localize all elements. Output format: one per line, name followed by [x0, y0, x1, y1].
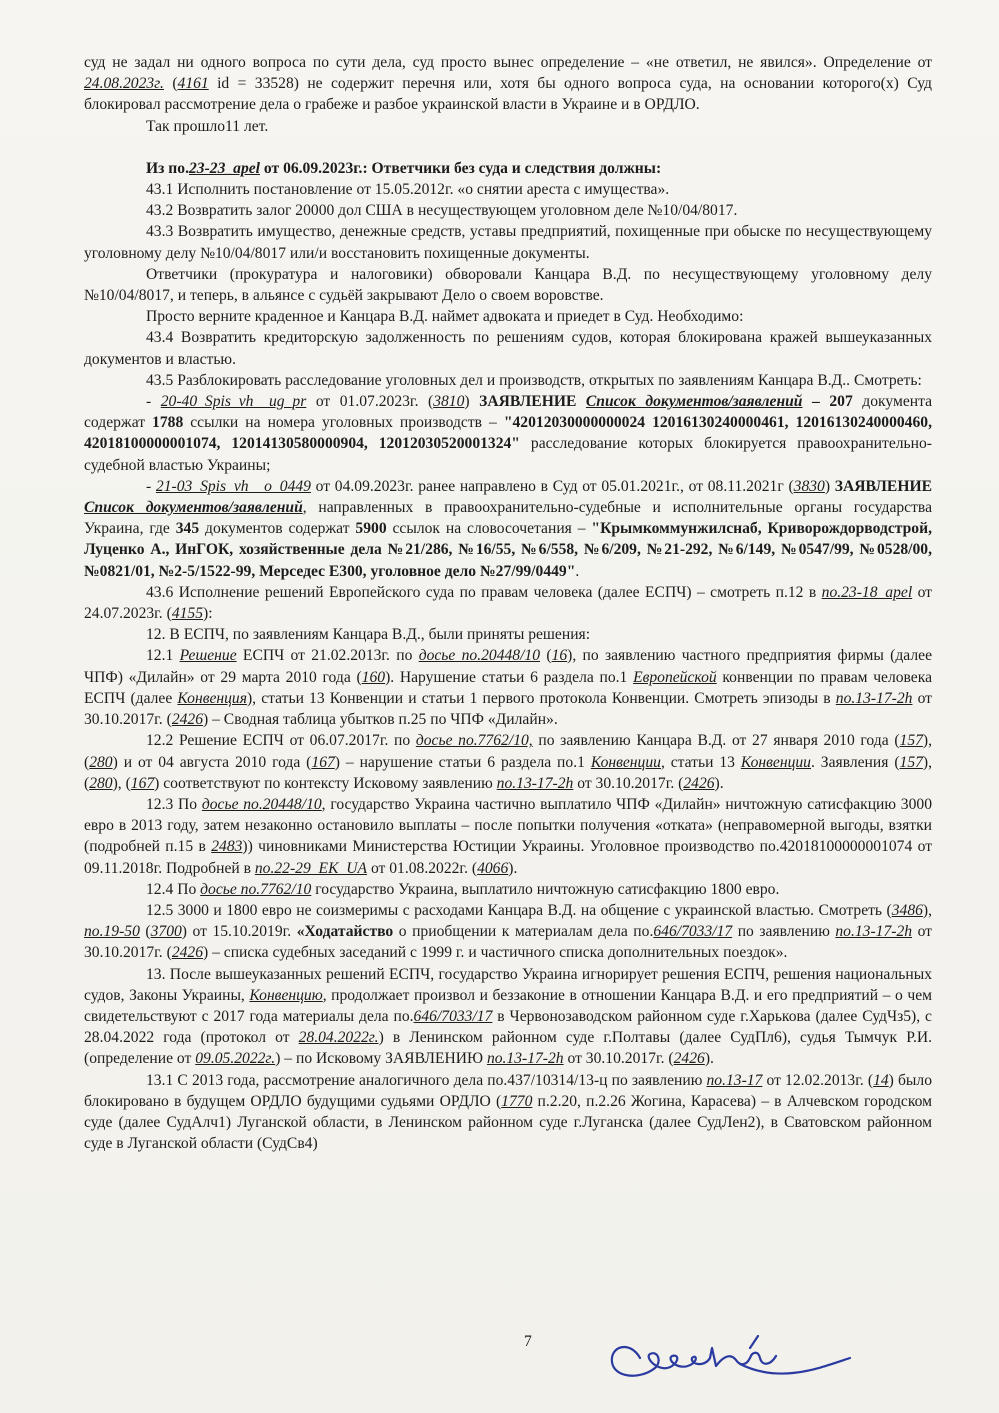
- ref-link[interactable]: досье по.20448/10: [201, 795, 322, 813]
- ref-link[interactable]: досье по.7762/10: [200, 880, 312, 898]
- ref-link[interactable]: 3486: [891, 901, 923, 919]
- ref-link[interactable]: 646/7033/17: [653, 923, 733, 941]
- ref-link[interactable]: Список документов/заявлений: [585, 393, 803, 411]
- ref-link[interactable]: 28.04.2022г.: [298, 1029, 379, 1047]
- ref-link[interactable]: по.19-50: [84, 923, 140, 941]
- paragraph-43-3: 43.3 Возвратить имущество, денежные средств, уставы предприятий, похищенные при обыске по несуществующему уголовному делу №10/04/8017 или/и восстановить похищенные документы.: [84, 223, 932, 262]
- ref-link[interactable]: по.13-17-2h: [835, 689, 913, 707]
- ref-link[interactable]: Европейской: [633, 668, 717, 686]
- ref-link[interactable]: по.22-29_EK_UA: [254, 859, 368, 877]
- paragraph-intro: суд не задал ни одного вопроса по сути дела, суд просто вынес определение – «не ответил, не явился». Определение от 24.08.2023г. (4161 id = 33528) не содержит перечня или, хотя бы одного вопроса суда, на основании которого(х) Суд блокировал рассмотрение дела о грабеже и разбое украинской власти в Украине и в ОРДЛО.: [84, 54, 932, 114]
- ref-link[interactable]: 21-03_Spis_vh__o_0449: [155, 477, 311, 495]
- heading-ref-link[interactable]: 23-23_apel: [188, 159, 261, 177]
- ref-link[interactable]: 646/7033/17: [413, 1007, 493, 1025]
- ref-link[interactable]: 4161: [177, 75, 209, 93]
- document-body: [84, 52, 932, 1154]
- ref-link[interactable]: 4066: [477, 859, 509, 877]
- ref-link[interactable]: Конвенция: [177, 689, 247, 707]
- paragraph-43-6: 43.6 Исполнение решений Европейского суда по правам человека (далее ЕСПЧ) – смотреть п.12 в по.23-18_apel от 24.07.2023г. (4155):: [84, 583, 932, 623]
- ref-link[interactable]: Список документов/заявлений: [84, 499, 303, 517]
- ref-link[interactable]: 280: [89, 753, 113, 771]
- ref-link[interactable]: 09.05.2022г.: [195, 1050, 276, 1068]
- ref-link[interactable]: 157: [899, 732, 923, 750]
- ref-link[interactable]: 2483: [211, 838, 243, 856]
- ref-link[interactable]: 3830: [793, 477, 825, 495]
- list-item-statement-1: - 20-40_Spis_vh__ug_pr от 01.07.2023г. (3810) ЗАЯВЛЕНИЕ Список документов/заявлений – 207 документа содержат 1788 ссылки на номера уголовных производств – "42012030000000024 12016130240000461, 12016130240000460, 42018100000001074, 12014130580000904, 12012030520001324" расследование которых блокируется правоохранительно-судебной властью Украины;: [84, 393, 933, 474]
- ref-link[interactable]: 2426: [683, 774, 715, 792]
- ref-link[interactable]: Конвенции: [740, 753, 811, 771]
- paragraph-43-1: 43.1 Исполнить постановление от 15.05.2012г. «о снятии ареста с имущества».: [146, 181, 670, 199]
- ref-link[interactable]: 157: [899, 753, 923, 771]
- paragraph-43-2: 43.2 Возвратить залог 20000 дол США в несуществующем уголовном деле №10/04/8017.: [146, 202, 738, 220]
- ref-link[interactable]: досье по.7762/10,: [415, 732, 533, 750]
- section-heading: Из по.23-23_apel от 06.09.2023г.: Ответчики без суда и следствия должны:: [146, 159, 662, 177]
- ref-link[interactable]: 167: [130, 774, 155, 792]
- ref-link[interactable]: 3700: [150, 923, 182, 941]
- paragraph-12: 12. В ЕСПЧ, по заявлениям Канцара В.Д., были приняты решения:: [146, 626, 591, 644]
- paragraph-12-1: 12.1 Решение ЕСПЧ от 21.02.2013г. по досье по.20448/10 (16), по заявлению частного предприятия фирмы (далее ЧПФ) «Дилайн» от 29 марта 2010 года (160). Нарушение статьи 6 раздела по.1 Европейской конвенции по правам человека ЕСПЧ (далее Конвенция), статьи 13 Конвенции и статьи 1 первого протокола Конвенции. Смотреть эпизоды в по.13-17-2h от 30.10.2017г. (2426) – Сводная таблица убытков п.25 по ЧПФ «Дилайн».: [84, 647, 932, 729]
- ref-link[interactable]: 3810: [433, 393, 465, 411]
- ref-link[interactable]: 2426: [171, 944, 203, 962]
- ref-link[interactable]: по.13-17-2h: [486, 1050, 564, 1068]
- ref-link[interactable]: 1770: [501, 1092, 533, 1110]
- paragraph-13-1: 13.1 С 2013 года, рассмотрение аналогичного дела по.437/10314/13-ц по заявлению по.13-17 от 12.02.2013г. (14) было блокировано в будущем ОРДЛО будущими судьями ОРДЛО (1770 п.2.20, п.2.26 Жогина, Карасева) – в Алчевском городском суде (далее СудАлч1) Луганской области, в Ленинском районном суде г.Луганска (далее СудЛен2), в Сватовском районном суде в Луганской области (СудСв4): [84, 1071, 932, 1153]
- paragraph-eleven-years: Так прошло11 лет.: [146, 117, 269, 135]
- date-link[interactable]: 24.08.2023г.: [84, 75, 164, 93]
- ref-link[interactable]: 2426: [171, 711, 203, 729]
- paragraph-12-5: 12.5 3000 и 1800 евро не соизмеримы с расходами Канцара В.Д. на общение с украинской властью. Смотреть (3486), по.19-50 (3700) от 15.10.2019г. «Ходатайство о приобщении к материалам дела по.646/7033/17 по заявлению по.13-17-2h от 30.10.2017г. (2426) – списка судебных заседаний с 1999 г. и частичного списка дополнительных поездок».: [84, 901, 932, 962]
- signature-image: [600, 1328, 860, 1388]
- ref-link[interactable]: по.13-17: [706, 1071, 763, 1089]
- paragraph-12-2: 12.2 Решение ЕСПЧ от 06.07.2017г. по досье по.7762/10, по заявлению Канцара В.Д. от 27 января 2010 года (157), (280) и от 04 августа 2010 года (167) – нарушение статьи 6 раздела по.1 Конвенции, статьи 13 Конвенции. Заявления (157), (280), (167) соответствуют по контексту Исковому заявлению по.13-17-2h от 30.10.2017г. (2426).: [84, 732, 932, 792]
- paragraph-13: 13. После вышеуказанных решений ЕСПЧ, государство Украина игнорирует решения ЕСПЧ, решения национальных судов, Законы Украины, Конвенцию, продолжает произвол и беззаконие в отношении Канцара В.Д. и его предприятий – о чем свидетельствуют с 2017 года материалы дела по.646/7033/17 в Червонозаводском районном суде г.Харькова (далее СудЧз5), с 28.04.2022 года (протокол от 28.04.2022г.) в Ленинском районном суде г.Полтавы (далее СудПл6), судья Тымчук Р.И. (определение от 09.05.2022г.) – по Исковому ЗАЯВЛЕНИЮ по.13-17-2h от 30.10.2017г. (2426).: [84, 965, 932, 1068]
- ref-link[interactable]: 16: [551, 647, 568, 665]
- ref-link[interactable]: по.13-17-2h: [496, 774, 574, 792]
- ref-link[interactable]: 2426: [673, 1050, 705, 1068]
- ref-link[interactable]: 14: [873, 1071, 889, 1089]
- ref-link[interactable]: Конвенцию: [249, 986, 323, 1004]
- ref-link[interactable]: 280: [89, 774, 113, 792]
- paragraph-43-5: 43.5 Разблокировать расследование уголовных дел и производств, открытых по заявлениям Канцара В.Д.. Смотреть:: [146, 371, 922, 389]
- ref-link[interactable]: Решение: [179, 647, 237, 665]
- paragraph-return: Просто верните краденное и Канцара В.Д. наймет адвоката и приедет в Суд. Необходимо:: [146, 308, 744, 326]
- paragraph-12-3: 12.3 По досье по.20448/10, государство Украина частично выплатило ЧПФ «Дилайн» ничтожную сатисфакцию 3000 евро в 2013 году, затем незаконно остановило выплаты – после попытки получения «отката» (неправомерной выгоды, взятки (подробней п.15 в 2483)) чиновниками Министерства Юстиции Украины. Уголовное производство по.42018100000001074 от 09.11.2018г. Подробней в по.22-29_EK_UA от 01.08.2022г. (4066).: [84, 795, 933, 877]
- paragraph-respondents: Ответчики (прокуратура и налоговики) обворовали Канцара В.Д. по несуществующему уголовному делу №10/04/8017, и теперь, в альянсе с судьёй закрывают Дело о своем воровстве.: [84, 265, 932, 305]
- paragraph-12-4: 12.4 По досье по.7762/10 государство Украина, выплатило ничтожную сатисфакцию 1800 евро.: [146, 880, 780, 898]
- ref-link[interactable]: 20-40_Spis_vh__ug_pr: [160, 393, 307, 411]
- ref-link[interactable]: Конвенции: [590, 753, 661, 771]
- page-number: 7: [524, 1333, 532, 1350]
- ref-link[interactable]: 167: [311, 753, 335, 771]
- paragraph-43-4: 43.4 Возвратить кредиторскую задолженность по решениям судов, которая блокирована кражей вышеуказанных документов и властью.: [84, 329, 932, 368]
- ref-link[interactable]: по.23-18_apel: [821, 583, 913, 601]
- list-item-statement-2: - 21-03_Spis_vh__o_0449 от 04.09.2023г. ранее направлено в Суд от 05.01.2021г., от 08.11.2021г (3830) ЗАЯВЛЕНИЕ Список документов/заявлений, направленных в правоохранительно-судебные и исполнительные органы государства Украина, где 345 документов содержат 5900 ссылок на словосочетания – "Крымкоммунжилснаб, Криворождорводстрой, Луценко А., ИнГОК, хозяйственные дела №21/286, №16/55, №6/558, №6/209, №21-292, №6/149, №0547/99, №0528/00, №0821/01, №2-5/1522-99, Мерседес Е300, уголовное дело №27/99/0449".: [84, 477, 932, 580]
- ref-link[interactable]: 160: [361, 668, 386, 686]
- ref-link[interactable]: 4155: [171, 605, 203, 623]
- ref-link[interactable]: досье по.20448/10: [418, 647, 541, 665]
- ref-link[interactable]: по.13-17-2h: [835, 923, 913, 941]
